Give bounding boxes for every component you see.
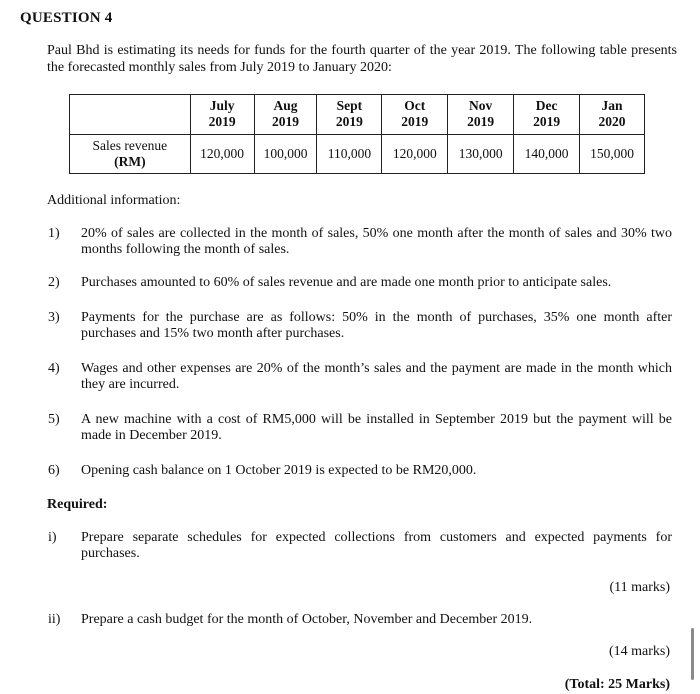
item-number: 3) bbox=[48, 310, 60, 325]
month-name: Jan bbox=[601, 98, 623, 114]
row-label-unit: (RM) bbox=[114, 153, 146, 169]
month-header bbox=[190, 95, 254, 135]
required-label: Required: bbox=[47, 497, 108, 512]
item-number: 6) bbox=[48, 463, 60, 478]
sales-value: 110,000 bbox=[317, 134, 382, 174]
total-marks: (Total: 25 Marks) bbox=[564, 677, 670, 692]
month-name: Nov bbox=[469, 98, 493, 114]
month-name: Sept bbox=[336, 98, 363, 114]
item-number: 4) bbox=[48, 361, 60, 376]
sales-value: 120,000 bbox=[190, 134, 254, 174]
item-text: Opening cash balance on 1 October 2019 is expected to be RM20,000. bbox=[81, 463, 477, 478]
month-header bbox=[448, 95, 514, 135]
month-year: 2019 bbox=[467, 114, 495, 130]
month-year: 2020 bbox=[598, 114, 626, 130]
item-number: 5) bbox=[48, 412, 60, 427]
marks-label: (11 marks) bbox=[609, 580, 670, 595]
month-header bbox=[317, 95, 382, 135]
month-year: 2019 bbox=[208, 114, 236, 130]
month-header bbox=[580, 95, 645, 135]
required-text: Prepare a cash budget for the month of October, November and December 2019. bbox=[81, 612, 533, 627]
month-header bbox=[514, 95, 580, 135]
intro-paragraph: Paul Bhd is estimating its needs for funds for the fourth quarter of the year 2019. The following table presents the forecasted monthly sales from July 2019 to January 2020: bbox=[47, 43, 677, 75]
item-text: Payments for the purchase are as follows: 50% in the month of purchases, 35% one month after purchases and 15% two month after purchases. bbox=[81, 310, 672, 341]
month-name: Aug bbox=[273, 98, 298, 114]
month-year: 2019 bbox=[401, 114, 429, 130]
item-text: A new machine with a cost of RM5,000 will be installed in September 2019 but the payment will be made in December 2019. bbox=[81, 412, 672, 443]
month-year: 2019 bbox=[272, 114, 299, 130]
month-header bbox=[382, 95, 448, 135]
month-name: Oct bbox=[404, 98, 426, 114]
row-label-cell bbox=[70, 134, 191, 174]
required-number: i) bbox=[48, 530, 57, 545]
item-number: 2) bbox=[48, 275, 60, 290]
month-name: Dec bbox=[535, 98, 558, 114]
additional-info-label: Additional information: bbox=[47, 193, 181, 208]
month-header bbox=[254, 95, 317, 135]
month-year: 2019 bbox=[335, 114, 363, 130]
table-header-row bbox=[70, 95, 645, 135]
marks-label: (14 marks) bbox=[608, 644, 670, 659]
required-number: ii) bbox=[48, 612, 61, 627]
sales-value: 140,000 bbox=[514, 134, 580, 174]
scrollbar[interactable] bbox=[691, 628, 694, 680]
sales-value: 130,000 bbox=[448, 134, 514, 174]
month-year: 2019 bbox=[533, 114, 561, 130]
month-name: July bbox=[209, 98, 235, 114]
item-text: Wages and other expenses are 20% of the month’s sales and the payment are made in the month which they are incurred. bbox=[81, 361, 672, 392]
table-row bbox=[70, 134, 645, 174]
item-text: Purchases amounted to 60% of sales revenue and are made one month prior to anticipate sales. bbox=[81, 275, 612, 290]
table-corner-cell bbox=[70, 95, 191, 135]
sales-value: 150,000 bbox=[580, 134, 645, 174]
item-text: 20% of sales are collected in the month of sales, 50% one month after the month of sales and 30% two months following the month of sales. bbox=[81, 226, 672, 257]
sales-value: 100,000 bbox=[254, 134, 317, 174]
question-title: QUESTION 4 bbox=[20, 10, 113, 26]
required-text: Prepare separate schedules for expected collections from customers and expected payments for purchases. bbox=[81, 530, 672, 561]
row-label: Sales revenue bbox=[92, 137, 168, 153]
item-number: 1) bbox=[48, 226, 60, 241]
sales-value: 120,000 bbox=[382, 134, 448, 174]
sales-table bbox=[69, 94, 645, 174]
